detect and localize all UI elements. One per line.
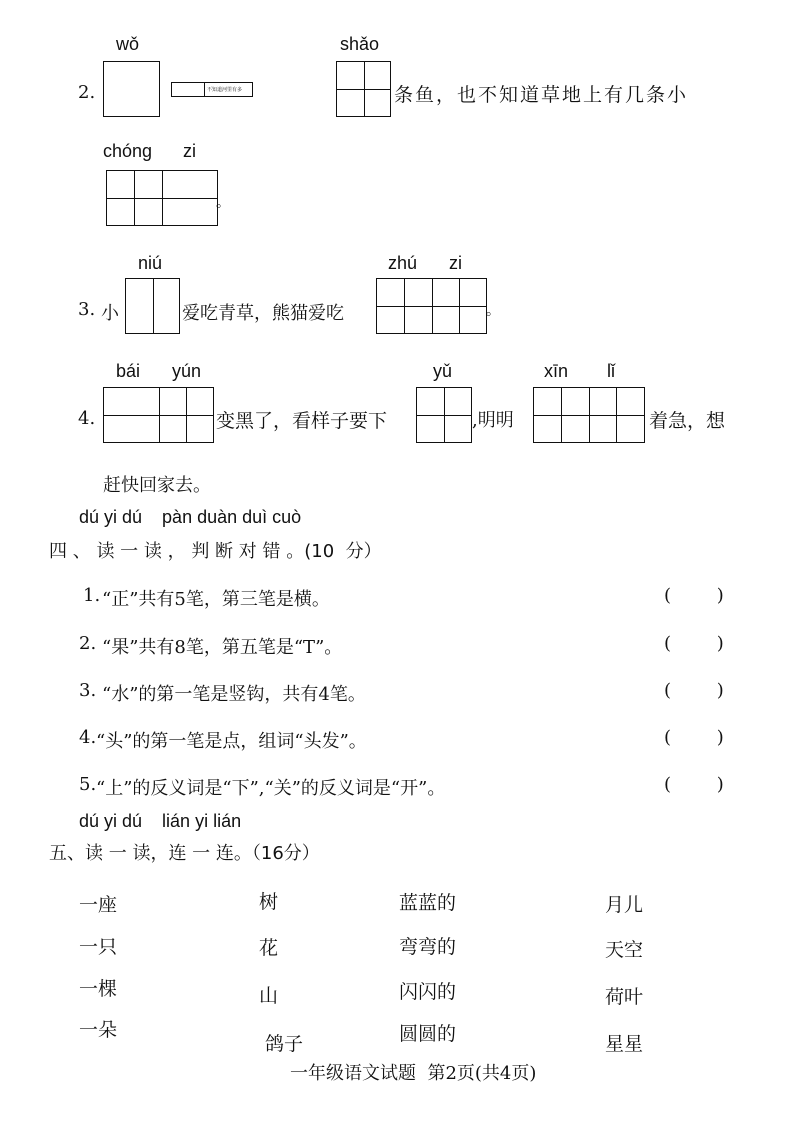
pinyin-bai: bái — [116, 361, 141, 381]
adjective-word[interactable]: 弯弯的 — [399, 936, 457, 958]
item-number: 4. — [79, 727, 97, 748]
section5-title: 五、读 一 读，连 一 连。（16分） — [49, 843, 320, 864]
q3-text: 爱吃青草，熊猫爱吃 — [182, 303, 344, 324]
target-word[interactable]: 星星 — [605, 1033, 644, 1055]
section4-title: 四 、 读 一 读 ， 判 断 对 错 。(10 分） — [49, 541, 382, 562]
measure-word[interactable]: 一座 — [79, 894, 118, 916]
period: 。 — [216, 195, 230, 211]
pinyin-zi: zi — [183, 141, 196, 161]
period: 。 — [486, 303, 500, 319]
item-number: 1. — [83, 585, 101, 606]
writing-box-chongzi[interactable] — [106, 170, 218, 226]
noun-word[interactable]: 山 — [259, 985, 279, 1007]
adjective-word[interactable]: 闪闪的 — [399, 981, 457, 1003]
item-number: 3. — [79, 680, 97, 701]
pinyin-wo: wǒ — [116, 34, 140, 54]
pinyin-li: lǐ — [607, 361, 615, 381]
q4-line2: 赶快回家去。 — [103, 475, 211, 496]
item-text: “头”的第一笔是点，组词“头发”。 — [96, 731, 367, 752]
pinyin-yun: yún — [172, 361, 202, 381]
section4-pinyin: dú yi dú pàn duàn duì cuò — [79, 507, 302, 527]
writing-box-wo[interactable] — [103, 61, 160, 117]
small-hint-box: 不知道河里有多 — [171, 82, 253, 97]
pinyin-zi: zi — [449, 253, 462, 273]
measure-word[interactable]: 一棵 — [79, 978, 118, 1000]
q4-text-c: 着急，想 — [649, 410, 726, 432]
item-text: “上”的反义词是“下”,“关”的反义词是“开”。 — [96, 778, 446, 799]
pinyin-shao: shǎo — [340, 34, 380, 54]
item-number: 2. — [79, 633, 97, 654]
noun-word[interactable]: 花 — [259, 937, 279, 959]
page-footer: 一年级语文试题 第2页(共4页) — [290, 1063, 537, 1084]
pinyin-xin: xīn — [544, 361, 569, 381]
question-number: 4. — [78, 408, 96, 429]
q2-text: 条鱼，也不知道草地上有几条小 — [394, 84, 689, 106]
pinyin-niu: niú — [138, 253, 163, 273]
answer-paren[interactable]: ( ) — [664, 585, 724, 606]
q4-text-b: ,明明 — [472, 410, 514, 431]
q3-prefix: 小 — [101, 303, 119, 324]
question-number: 3. — [78, 299, 96, 320]
measure-word[interactable]: 一朵 — [79, 1019, 118, 1041]
item-text: “正”共有5笔，第三笔是横。 — [102, 589, 330, 610]
writing-box-niu[interactable] — [125, 278, 180, 334]
noun-word[interactable]: 鸽子 — [265, 1033, 304, 1055]
question-number: 2. — [78, 82, 96, 103]
measure-word[interactable]: 一只 — [79, 936, 118, 958]
answer-paren[interactable]: ( ) — [664, 680, 724, 701]
answer-paren[interactable]: ( ) — [664, 727, 724, 748]
item-number: 5. — [79, 774, 97, 795]
writing-box-yu[interactable] — [416, 387, 472, 443]
adjective-word[interactable]: 蓝蓝的 — [399, 892, 457, 914]
pinyin-yu: yǔ — [433, 361, 453, 381]
pinyin-zhu: zhú — [388, 253, 418, 273]
pinyin-chong: chóng — [103, 141, 153, 161]
adjective-word[interactable]: 圆圆的 — [399, 1023, 457, 1045]
q4-text-a: 变黑了，看样子要下 — [216, 410, 388, 432]
writing-box-xinli[interactable] — [533, 387, 645, 443]
item-text: “水”的第一笔是竖钩，共有4笔。 — [102, 684, 366, 705]
answer-paren[interactable]: ( ) — [664, 774, 724, 795]
answer-paren[interactable]: ( ) — [664, 633, 724, 654]
noun-word[interactable]: 树 — [259, 891, 279, 913]
section5-pinyin: dú yi dú lián yi lián — [79, 811, 242, 831]
target-word[interactable]: 月儿 — [605, 894, 644, 916]
item-text: “果”共有8笔，第五笔是“T”。 — [102, 637, 343, 658]
target-word[interactable]: 荷叶 — [605, 986, 644, 1008]
writing-box-zhuzi[interactable] — [376, 278, 487, 334]
writing-box-baiyun[interactable] — [103, 387, 214, 443]
writing-box-shao[interactable] — [336, 61, 391, 117]
target-word[interactable]: 天空 — [605, 939, 644, 961]
